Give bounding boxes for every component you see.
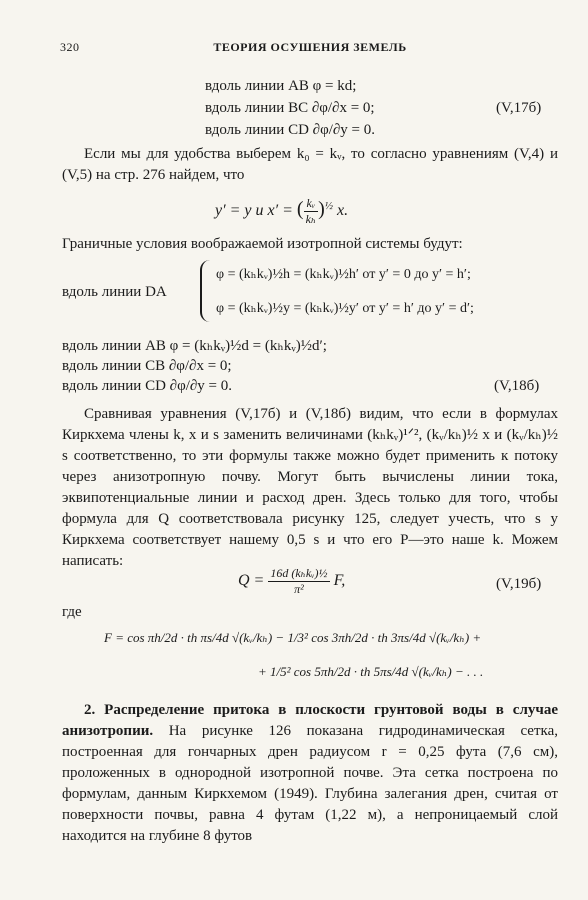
eq18-brace xyxy=(200,260,212,322)
transform-tail: x. xyxy=(333,202,349,220)
section-2-heading: 2. Распределение притока в плоскости грунтовой воды в случае анизотропии. xyxy=(62,702,558,739)
eq17-line-cd: вдоль линии CD ∂φ/∂y = 0. xyxy=(205,122,376,138)
eq18-label-da: вдоль линии DA xyxy=(62,284,167,300)
transform-fraction xyxy=(304,196,319,227)
eq17-line-ab: вдоль линии AB φ = kd; xyxy=(205,78,357,94)
transform-formula: y′ = y и x′ = ( $\frac{\text{kᵥ}}{\text{kₕ}}$ )$^{\frac{1}{2}}$ x. xyxy=(215,196,349,226)
section-2 xyxy=(62,700,558,847)
page-number: 320 xyxy=(60,40,80,54)
eq19-fraction-num: 16d (kₕkᵥ)½ xyxy=(270,566,328,580)
eq17-line-bc: вдоль линии BC ∂φ/∂x = 0; xyxy=(205,100,375,116)
eq18-number: (V,18б) xyxy=(494,378,540,394)
eqF-line-2: + 1/5² cos 5πh/2d · th 5πs/4d √(kᵥ/kₕ) − . . . xyxy=(258,664,484,679)
where-label: где xyxy=(62,604,82,620)
paragraph-2-text: Граничные условия воображаемой изотропной системы будут: xyxy=(62,236,463,252)
transform-fraction-num: kᵥ xyxy=(304,196,319,212)
transform-fraction-den: kₕ xyxy=(305,212,317,226)
paragraph-3 xyxy=(62,404,558,572)
eq19-tail: F, xyxy=(329,572,346,590)
eq18-line-ab: вдоль линии AB φ = (kₕkᵥ)½d = (kₕkᵥ)½d′; xyxy=(62,338,327,354)
running-title: ТЕОРИЯ ОСУШЕНИЯ ЗЕМЕЛЬ xyxy=(213,40,407,54)
page-header xyxy=(60,40,560,60)
paragraph-2 xyxy=(62,234,558,255)
eq19-fraction xyxy=(268,566,329,597)
eq18-line-cd: вдоль линии CD ∂φ/∂y = 0. xyxy=(62,378,233,394)
paragraph-1 xyxy=(62,144,558,186)
eq19-formula xyxy=(238,566,345,597)
section-2-text xyxy=(62,700,558,847)
transform-lhs: y′ = y и x′ = xyxy=(215,202,297,220)
paragraph-1-text: Если мы для удобства выберем k₀ = kᵥ, то согласно уравнениям (V,4) и (V,5) на стр. 276 найдем, что xyxy=(62,146,558,183)
transform-exponent: ½ xyxy=(324,199,334,212)
eqF-line-1: F = cos πh/2d · th πs/4d √(kᵥ/kₕ) − 1/3² cos 3πh/2d · th 3πs/4d √(kᵥ/kₕ) + xyxy=(104,630,482,645)
eq18-line-cb: вдоль линии CB ∂φ/∂x = 0; xyxy=(62,358,232,374)
eq18-brace-line-1: φ = (kₕkᵥ)½h = (kₕkᵥ)½h′ от y′ = 0 до y′ = h′; xyxy=(216,267,471,282)
eq18-brace-line-2: φ = (kₕkᵥ)½y = (kₕkᵥ)½y′ от y′ = h′ до y′ = d′; xyxy=(216,301,474,316)
paragraph-3-text: Сравнивая уравнения (V,17б) и (V,18б) видим, что если в формулах Киркхема члены k, x и s заменить величинами (kₕkᵥ)¹ᐟ², (kᵥ/kₕ)½ x и (kᵥ/kₕ)½ s соответственно, то эти формулы также можно будет применить к потоку через анизотропную почву. Могут быть вычислены линии тока, эквипотенциальные линии и расход дрен. Здесь только для того, чтобы формула для Q соответствовала рисунку 125, следует учесть, что s у Киркхема соответствует нашему 0,5 s и что его P—это наше k. Можем написать: xyxy=(62,406,558,569)
eq19-number: (V,19б) xyxy=(496,576,542,592)
section-2-body: На рисунке 126 показана гидродинамическая сетка, построенная для гончарных дрен радиусом r = 0,25 фута (7,6 см), проложенных в однородной изотропной почве. Эта сетка построена по формулам, данным Киркхемом (1949). Глубина залегания дрен, считая от поверхности почвы, равна 4 футам (1,22 м), а непроницаемый слой находится на глубине 8 футов xyxy=(62,723,558,844)
eq19-fraction-den: π² xyxy=(294,582,304,596)
eq19-lhs: Q = xyxy=(238,572,269,590)
eq17-number: (V,17б) xyxy=(496,100,542,116)
